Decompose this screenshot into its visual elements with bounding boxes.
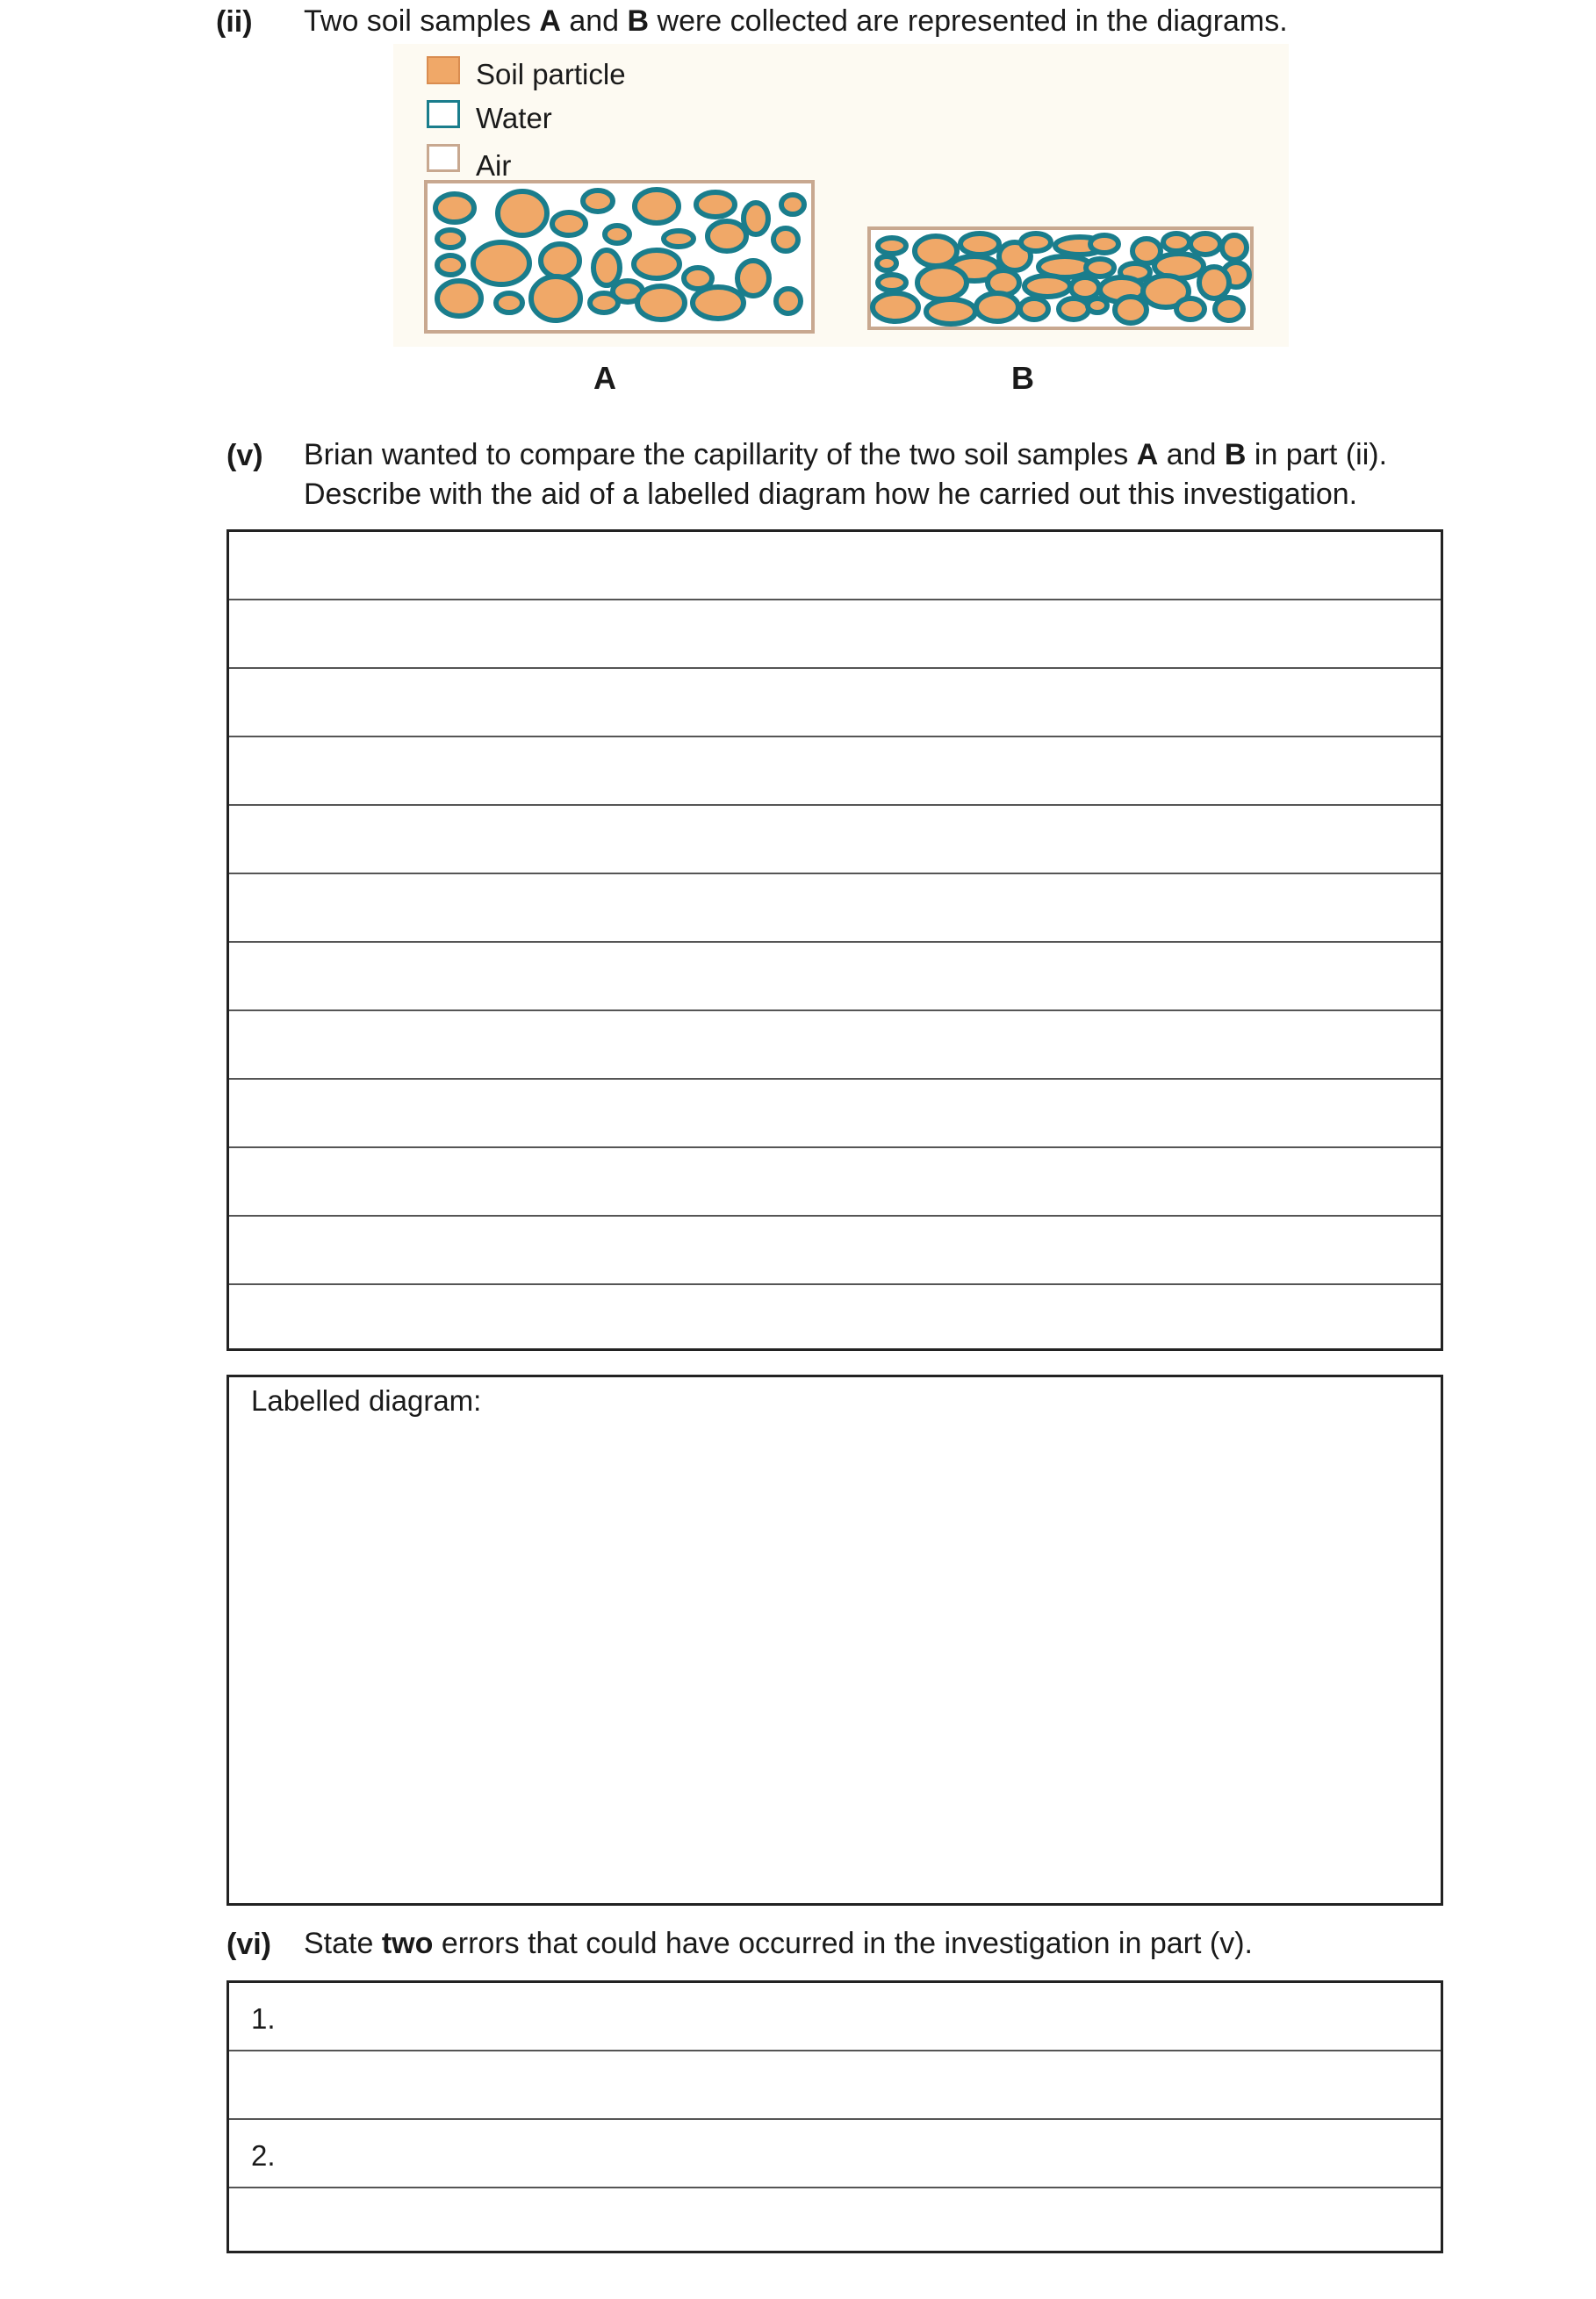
- legend-soil-particle-label: Soil particle: [476, 58, 626, 90]
- answer-line: [229, 599, 1441, 600]
- answer-line: [229, 736, 1441, 737]
- answer-line: [229, 1078, 1441, 1080]
- answer-item-2-number: 2.: [251, 2139, 276, 2172]
- answer-line: [229, 2187, 1441, 2188]
- answer-line: [229, 667, 1441, 669]
- answer-line: [229, 941, 1441, 943]
- answer-line: [229, 1146, 1441, 1148]
- legend-air-label: Air: [476, 149, 512, 182]
- water-swatch: [427, 100, 460, 128]
- sample-a-label: A: [593, 360, 616, 396]
- soil-particle-swatch: [427, 56, 460, 84]
- labelled-diagram-label: Labelled diagram:: [251, 1384, 482, 1417]
- answer-box-vi[interactable]: [226, 1980, 1443, 2253]
- answer-box-v[interactable]: [226, 529, 1443, 1351]
- legend-water-label: Water: [476, 102, 552, 134]
- answer-line: [229, 1283, 1441, 1285]
- soil-samples-figure: [393, 44, 1289, 347]
- answer-line: [229, 804, 1441, 806]
- question-vi-text: State two errors that could have occurred in the investigation in part (v).: [304, 1927, 1253, 1960]
- soil-sample-b: [867, 226, 1254, 330]
- answer-line: [229, 873, 1441, 874]
- answer-line: [229, 1009, 1441, 1011]
- question-number-v: (v): [226, 439, 263, 472]
- question-number-ii: (ii): [216, 5, 253, 39]
- question-number-vi: (vi): [226, 1928, 271, 1961]
- answer-item-1-number: 1.: [251, 2002, 276, 2035]
- soil-sample-a: [424, 180, 815, 334]
- question-v-text: Brian wanted to compare the capillarity of the two soil samples A and B in part (ii). Describe with the aid of a labelled diagram how he carried out this investigation.: [304, 438, 1388, 511]
- answer-line: [229, 2050, 1441, 2051]
- answer-line: [229, 2118, 1441, 2120]
- labelled-diagram-box[interactable]: [226, 1375, 1443, 1906]
- answer-line: [229, 1215, 1441, 1217]
- question-ii-text: Two soil samples A and B were collected are represented in the diagrams.: [304, 4, 1288, 38]
- air-swatch: [427, 144, 460, 172]
- sample-b-label: B: [1011, 360, 1034, 396]
